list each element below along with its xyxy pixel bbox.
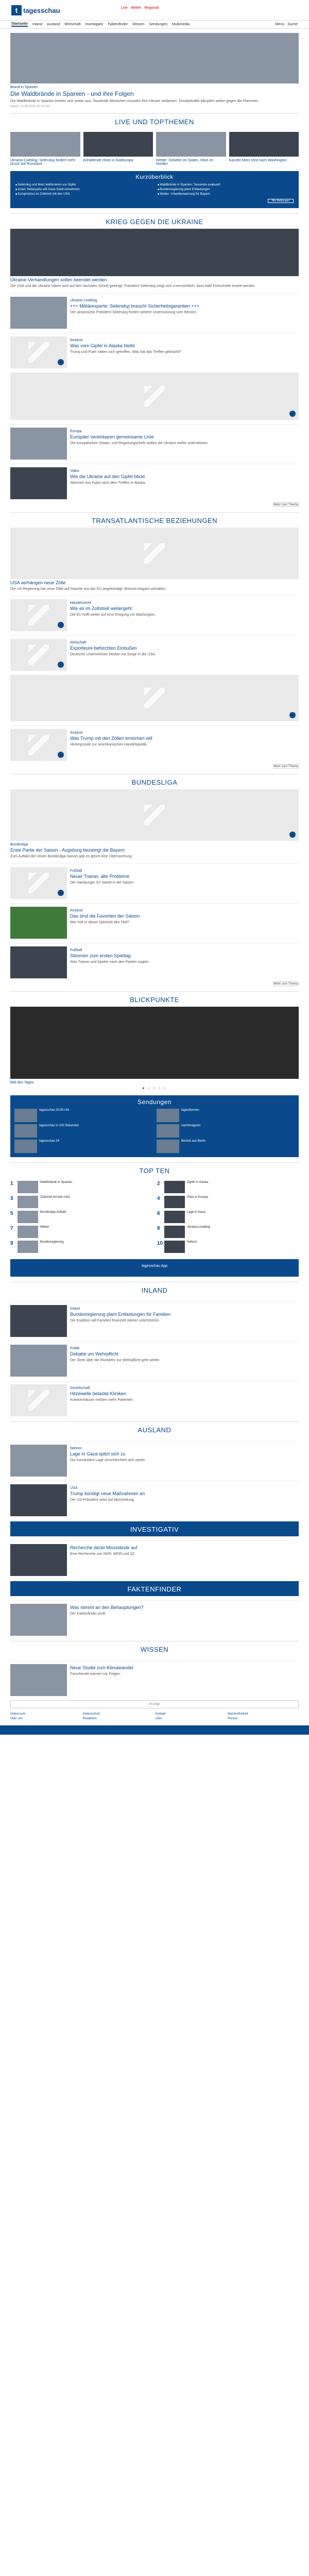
list-item-teaser: Die Koalition will Familien finanziell stärker unterstützen. (70, 1318, 160, 1323)
play-icon (58, 752, 64, 758)
topten-label: Zollstreit mit den USA (40, 1195, 71, 1199)
list-item-headline: Stimmen zum ersten Spieltag (70, 953, 131, 958)
list-item-headline: Neue Studie zum Klimawandel (70, 1665, 133, 1670)
sendung-image (14, 1140, 37, 1153)
topten-image (18, 1226, 38, 1238)
list-item-image (10, 336, 67, 368)
hero-image[interactable] (10, 33, 299, 83)
footer-link[interactable]: Über uns (10, 1717, 23, 1720)
ukraine-section (10, 213, 299, 506)
kurzueberblick (10, 171, 299, 208)
list-item-dach: Nahost (70, 1446, 82, 1450)
list-item-image (10, 1664, 67, 1696)
list-item-image (10, 1484, 67, 1516)
list-item[interactable] (10, 725, 299, 761)
blickpunkte-section (10, 991, 299, 1090)
sendung-item[interactable] (157, 1140, 295, 1153)
topten-image (18, 1241, 38, 1253)
sendung-item[interactable] (157, 1124, 295, 1138)
top-link-wetter[interactable]: Wetter (130, 6, 142, 10)
topten-section (10, 1162, 299, 1253)
list-item-teaser: Der Hamburger SV startet in die Saison. (70, 880, 134, 885)
kurz-item[interactable]: ■ Bundesregierung plant Entlastungen (158, 188, 294, 191)
list-item-dach: Inland (70, 1307, 80, 1311)
footer-link[interactable]: Redaktion (82, 1717, 97, 1720)
footer-link[interactable]: Impressum (10, 1712, 26, 1716)
ad-label: Anzeige (149, 1702, 160, 1706)
live-card-label: Wetter: Gewitter im Süden, Hitze im Norden (156, 159, 214, 166)
list-item-teaser: Die humanitäre Lage verschlechtert sich weiter. (70, 1458, 146, 1462)
nav-inland[interactable]: Inland (32, 23, 42, 26)
bundesliga-section (10, 774, 299, 986)
topten-item[interactable] (10, 1196, 152, 1208)
list-item-headline: Das sind die Favoriten der Saison (70, 913, 140, 919)
list-item-teaser: Stimmen aus Kyjiw nach dem Treffen in Alaska. (70, 481, 146, 485)
list-item[interactable] (10, 1540, 299, 1576)
live-card-label: Kanzler Merz reist nach Washington (229, 159, 287, 163)
nav-investigativ[interactable]: Investigativ (85, 23, 104, 26)
list-item[interactable] (10, 1481, 299, 1516)
list-item-headline: Recherche deckt Missstände auf (70, 1545, 138, 1550)
section-title-ausland: AUSLAND (10, 1421, 299, 1437)
section-title-ukraine: KRIEG GEGEN DIE UKRAINE (10, 213, 299, 229)
list-item[interactable] (10, 1441, 299, 1477)
sendung-image (157, 1124, 179, 1138)
live-card[interactable] (229, 132, 299, 166)
blickpunkte-caption: Bild des Tages (10, 1080, 34, 1084)
topten-image (18, 1211, 38, 1223)
footer-link[interactable]: Barrierefreiheit (228, 1712, 248, 1716)
ukraine-lead-image[interactable] (10, 229, 299, 276)
sendung-label: tagesschau 24 (39, 1139, 60, 1143)
section-title-bundesliga: BUNDESLIGA (10, 774, 299, 789)
list-item-teaser: Krankenhäuser melden mehr Patienten. (70, 1398, 134, 1402)
nav-sendungen[interactable]: Sendungen (149, 23, 168, 26)
topten-num: 1 (10, 1180, 13, 1187)
ukraine-lead-teaser: Die USA und die Ukraine haben sich auf den nächsten Schritt geeinigt. Präsident Selenskyj zeigt sich zuversichtlich, dass bald Fortschritte erzielt werden. (10, 284, 255, 289)
footer-links (10, 1713, 299, 1720)
live-card-image (10, 132, 80, 157)
list-item-image (10, 428, 67, 460)
list-item[interactable] (10, 424, 299, 460)
topten-item[interactable] (10, 1211, 152, 1223)
hero-dachzeile: Brand in Spanien (10, 86, 38, 89)
nav-startseite[interactable]: Startseite (11, 22, 28, 26)
list-item-image (10, 1384, 67, 1416)
section-title-blickpunkte: BLICKPUNKTE (10, 991, 299, 1007)
topten-label: Bundesliga-Auftakt (40, 1210, 66, 1214)
topten-image (164, 1211, 185, 1223)
list-item-headline: Debatte um Wehrpflicht (70, 1351, 118, 1357)
list-item-teaser: Was Trainer und Spieler nach den Partien sagten. (70, 960, 150, 964)
list-item-image (10, 599, 67, 631)
bundesliga-lead-teaser: Zum Auftakt der neuen Bundesliga-Saison gab es gleich eine Überraschung. (10, 855, 133, 859)
topten-item[interactable] (157, 1196, 299, 1208)
list-item[interactable] (10, 1600, 299, 1636)
kurz-item[interactable]: ■ Selenskyj und Merz telefonieren vor Gipfel (15, 183, 151, 187)
sendung-item[interactable] (157, 1109, 295, 1122)
bundesliga-lead-headline[interactable]: Erste Partie der Saison - Augsburg bezwingt die Bayern (10, 848, 125, 853)
play-icon (58, 359, 64, 365)
live-card[interactable] (10, 132, 80, 166)
topten-item[interactable] (157, 1241, 299, 1253)
play-icon (289, 712, 296, 718)
list-item-image (10, 467, 67, 499)
footer-link[interactable]: Kontakt (155, 1712, 166, 1716)
list-item-teaser: Deutsche Unternehmen blicken mit Sorge in die USA. (70, 653, 156, 657)
play-icon (289, 832, 296, 838)
list-item-headline: Exporteure befürchten Einbußen (70, 646, 138, 651)
ukraine-lead-headline[interactable]: Ukraine-Verhandlungen sollen beendet werden (10, 277, 107, 283)
list-item-dach: USA (70, 1486, 78, 1490)
list-item-headline: Europäer vereinbaren gemeinsame Linie (70, 434, 154, 439)
topten-num: 8 (157, 1225, 160, 1231)
inland-section (10, 1282, 299, 1416)
top-link-live[interactable]: Live (121, 6, 128, 10)
list-item-image (10, 639, 67, 671)
sendung-image (14, 1124, 37, 1138)
blickpunkte-image[interactable] (10, 1007, 299, 1079)
list-item[interactable] (10, 596, 299, 631)
topten-label: Gipfel in Alaska (187, 1180, 209, 1184)
faktenfinder-section (10, 1581, 299, 1636)
list-item-teaser: Eine Recherche von NDR, WDR und SZ. (70, 1552, 136, 1556)
header (0, 0, 309, 21)
topten-item[interactable] (157, 1211, 299, 1223)
topten-item[interactable] (10, 1241, 152, 1253)
sendung-label: tagesschau in 100 Sekunden (39, 1124, 79, 1127)
list-item-dach: Video (70, 469, 79, 473)
topten-item[interactable] (10, 1226, 152, 1238)
play-icon (289, 411, 296, 417)
sendung-label: Bericht aus Berlin (181, 1139, 206, 1143)
list-item[interactable] (10, 1381, 299, 1416)
bundesliga-lead-dach: Bundesliga (10, 843, 28, 847)
wissen-section (10, 1641, 299, 1696)
transat-lead-image[interactable] (10, 528, 299, 579)
list-item-dach: Fußball (70, 869, 82, 873)
list-item-dach: Analyse (70, 731, 83, 735)
topten-label: Waldbrände in Spanien (40, 1180, 73, 1184)
list-item-headline: Neuer Trainer, alte Probleme (70, 873, 130, 879)
list-item[interactable] (10, 293, 299, 329)
live-card[interactable] (83, 132, 153, 166)
list-item-dach: Analyse (70, 908, 83, 912)
search-button[interactable]: Suche (287, 23, 298, 26)
ukraine-more-button[interactable]: Mehr zum Thema (273, 503, 298, 506)
footer-link[interactable]: Datenschutz (82, 1712, 100, 1716)
topten-image (18, 1196, 38, 1208)
transat-lead-teaser: Die US-Regierung hat neue Zölle auf Importe aus der EU angekündigt. Brüssel reagiert verhalten. (10, 587, 167, 591)
list-item[interactable] (10, 1301, 299, 1337)
section-title-investigativ: INVESTIGATIV (10, 1521, 299, 1536)
topten-num: 9 (10, 1240, 13, 1246)
live-card-image (156, 132, 226, 157)
list-item[interactable] (10, 943, 299, 978)
list-item-teaser: Der Streit über die Rückkehr zur Wehrpflicht geht weiter. (70, 1358, 160, 1362)
hero-teaser: Die Waldbrände in Spanien breiten sich weiter aus. Tausende Menschen mussten ihre Häuser verlassen. Einsatzkräfte kämpfen weiter gegen die Flammen. (10, 99, 259, 103)
list-item-teaser: Der Faktenfinder prüft. (70, 1612, 107, 1616)
live-card-image (229, 132, 299, 157)
live-section (10, 113, 299, 166)
list-item-headline: Was stimmt an den Behauptungen? (70, 1604, 144, 1610)
topten-image (164, 1226, 185, 1238)
topten-label: Hitze in Europa (187, 1195, 209, 1199)
live-card-label: Anhaltende Hitze in Südeuropa (83, 159, 133, 163)
list-item-image (10, 1544, 67, 1576)
main-nav (0, 21, 309, 29)
logo[interactable] (11, 5, 60, 15)
play-icon (58, 890, 64, 896)
nav-wirtschaft[interactable]: Wirtschaft (64, 23, 81, 26)
nav-ausland[interactable]: Ausland (46, 23, 60, 26)
sendung-item[interactable] (14, 1124, 152, 1138)
list-item-image (10, 907, 67, 939)
transat-more-button[interactable]: Mehr zum Thema (273, 765, 298, 769)
list-item-image (10, 297, 67, 329)
logo-text: tagesschau (23, 6, 60, 14)
nav-multimedia[interactable]: Multimedia (172, 23, 190, 26)
list-item-headline: Bundesregierung plant Entlastungen für Familien (70, 1311, 171, 1317)
topten-label: Ukraine-Liveblog (187, 1225, 211, 1229)
list-item[interactable] (10, 1660, 299, 1696)
logo-icon: t (11, 5, 22, 15)
topten-num: 2 (157, 1180, 160, 1187)
ukraine-video[interactable] (10, 372, 299, 420)
topten-label: Lage in Gaza (187, 1210, 205, 1214)
nav-faktenfinder[interactable]: Faktenfinder (108, 23, 128, 26)
section-title-topten: TOP TEN (10, 1162, 299, 1178)
list-item-headline: Lage in Gaza spitzt sich zu (70, 1451, 126, 1456)
topten-num: 10 (157, 1240, 163, 1246)
bundesliga-more-button[interactable]: Mehr zum Thema (273, 982, 298, 986)
nav-wissen[interactable]: Wissen (132, 23, 145, 26)
list-item[interactable] (10, 863, 299, 899)
list-item-image (10, 1445, 67, 1477)
section-title-sendungen: Sendungen (138, 1098, 171, 1106)
topten-num: 6 (157, 1210, 160, 1216)
investigativ-section (10, 1521, 299, 1576)
footer-bar (0, 1725, 309, 1735)
topten-num: 3 (10, 1195, 13, 1201)
list-item-image (10, 729, 67, 761)
list-item-image (10, 1604, 67, 1636)
list-item-image (10, 867, 67, 899)
list-item-teaser: Der US-Präsident setzt auf Abschottung. (70, 1498, 135, 1502)
topten-item[interactable] (10, 1181, 152, 1193)
sendung-item[interactable] (14, 1140, 152, 1153)
list-item-headline: Trump kündigt neue Maßnahmen an (70, 1490, 145, 1496)
topten-image (18, 1181, 38, 1193)
kurz-item[interactable]: ■ Wetter: Unwetterwarnung für Bayern (158, 193, 294, 196)
list-item-dach: Fußball (70, 948, 82, 952)
sendung-image (157, 1140, 179, 1153)
topten-image (164, 1196, 185, 1208)
sendungen-section (10, 1095, 299, 1157)
topten-item[interactable] (157, 1181, 299, 1193)
topten-num: 4 (157, 1195, 160, 1201)
top-links (121, 6, 159, 10)
topten-num: 7 (10, 1225, 13, 1231)
section-title-wissen: WISSEN (10, 1641, 299, 1656)
list-item-teaser: Der ukrainische Präsident Selenskyj fordert weitere Unterstützung vom Westen. (70, 310, 197, 314)
topten-label: Nahost (187, 1240, 197, 1244)
list-item-teaser: Hintergründe zur amerikanischen Handelspolitik. (70, 743, 148, 747)
topten-num: 5 (10, 1210, 13, 1216)
app-banner-text: tagesschau App (142, 1264, 167, 1268)
topten-item[interactable] (157, 1226, 299, 1238)
ad-slot (10, 1700, 299, 1708)
sendung-item[interactable] (14, 1109, 152, 1122)
sendung-label: tagesschau 20:00 Uhr (39, 1108, 70, 1112)
section-title-inland: INLAND (10, 1282, 299, 1297)
ausland-section (10, 1421, 299, 1516)
footer-link[interactable]: Jobs (155, 1717, 162, 1720)
topten-label: Wetter (40, 1225, 49, 1229)
play-icon (58, 662, 64, 668)
top-link-regional[interactable]: Regional (144, 6, 159, 10)
live-card-image (83, 132, 153, 157)
list-item-image (10, 1345, 67, 1377)
list-item-image (10, 1305, 67, 1337)
play-icon (58, 622, 64, 628)
list-item-teaser: Forschende warnen vor Folgen. (70, 1672, 121, 1676)
list-item-teaser: Trump und Putin haben sich getroffen. Was hat das Treffen gebracht? (70, 350, 181, 354)
live-card[interactable] (156, 132, 226, 166)
list-item[interactable] (10, 635, 299, 671)
section-title-faktenfinder: FAKTENFINDER (10, 1581, 299, 1596)
list-item-headline: Hitzewelle belastet Kliniken (70, 1391, 127, 1396)
list-item-dach: Politik (70, 1346, 80, 1350)
transat-lead-headline[interactable]: USA verhängen neue Zölle (10, 580, 66, 585)
sendung-label: nachtmagazin (181, 1124, 201, 1127)
kurz-all-button[interactable]: Alle Meldungen (268, 199, 294, 203)
list-item-headline: Was Trump mit den Zöllen erreichen will (70, 736, 152, 741)
live-card-label: Ukraine-Liveblog: Selenskyj fordert mehr Druck auf Russland (10, 159, 76, 166)
list-item-teaser: Die europäischen Staats- und Regierungschefs wollen die Ukraine weiter unterstützen. (70, 441, 209, 445)
hero (10, 33, 299, 108)
sendung-label: tagesthemen (181, 1108, 199, 1112)
list-item[interactable] (10, 903, 299, 939)
list-item-headline: Wie es im Zollstreit weitergeht (70, 606, 132, 612)
list-item-dach: Wirtschaft (70, 641, 87, 645)
hero-headline[interactable]: Die Waldbrände in Spanien - und ihre Folgen (10, 90, 134, 97)
footer-link[interactable]: Presse (228, 1717, 237, 1720)
bundesliga-lead-image[interactable] (10, 789, 299, 841)
topten-image (164, 1241, 185, 1253)
topten-image (164, 1181, 185, 1193)
sendung-image (14, 1109, 37, 1122)
section-title-transat: TRANSATLANTISCHE BEZIEHUNGEN (10, 512, 299, 528)
kurz-item[interactable]: ■ Israel: Netanyahu will Gaza-Stadt einnehmen (15, 188, 151, 191)
list-item-dach: Europa (70, 429, 82, 433)
list-item[interactable] (10, 1341, 299, 1377)
kurz-item[interactable]: ■ Kompromiss im Zollstreit mit den USA (15, 193, 151, 196)
sendung-image (157, 1109, 179, 1122)
list-item[interactable] (10, 333, 299, 368)
topten-label: Bundesregierung (40, 1240, 64, 1244)
kurz-item[interactable]: ■ Waldbrände in Spanien: Tausende evakuiert (158, 183, 294, 187)
list-item-headline: Was vom Gipfel in Alaska bleibt (70, 343, 135, 348)
list-item-teaser: Wer holt in dieser Spielzeit den Titel? (70, 920, 130, 924)
list-item-dach: Ukraine-Liveblog (70, 298, 97, 302)
list-item-teaser: Die EU hofft weiter auf eine Einigung mit Washington. (70, 613, 156, 617)
list-item-dach: Analyse (70, 338, 83, 342)
list-item-headline: Wie die Ukraine auf den Gipfel blickt (70, 473, 145, 479)
app-banner[interactable] (10, 1259, 299, 1277)
list-item-image (10, 946, 67, 978)
list-item-dach: Gesellschaft (70, 1386, 90, 1390)
section-title-live: LIVE UND TOPTHEMEN (10, 113, 299, 129)
list-item[interactable] (10, 464, 299, 499)
hero-meta: Stand: 12.08.2025 10:13 Uhr (10, 105, 50, 109)
list-item-headline: +++ Militärexperte: Selenskyj braucht Sicherheitsgarantien +++ (70, 303, 200, 309)
menu-button[interactable]: Menü (275, 23, 285, 26)
carousel-dots[interactable]: ● ○ ○ ○ ○ (142, 1086, 167, 1090)
transat-section (10, 512, 299, 769)
transat-video[interactable] (10, 675, 299, 721)
list-item-dach: Handelsstreit (70, 601, 91, 605)
section-title-kurz: Kurzüberblick (135, 174, 174, 181)
